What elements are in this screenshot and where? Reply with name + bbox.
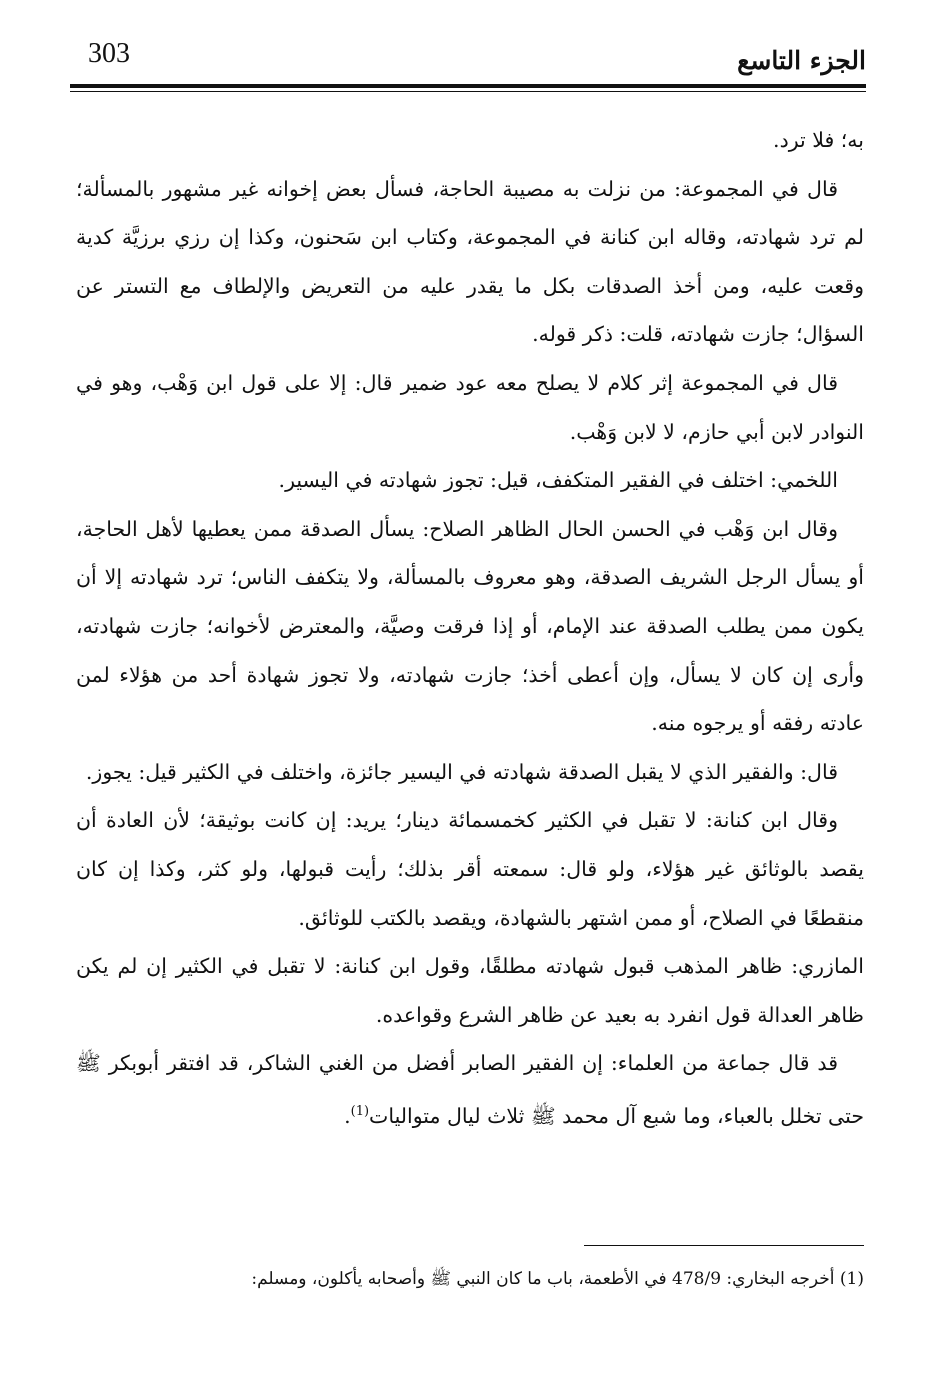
footnote: (1) أخرجه البخاري: 478/9 في الأطعمة، باب ما كان النبي ﷺ وأصحابه يأكلون، ومسلم: <box>251 1269 864 1289</box>
paragraph: اللخمي: اختلف في الفقير المتكفف، قيل: تجوز شهادته في اليسير. <box>278 468 838 493</box>
paragraph: قال: والفقير الذي لا يقبل الصدقة شهادته في اليسير جائزة، واختلف في الكثير قيل: يجوز. <box>85 759 838 784</box>
page-body <box>76 116 864 1140</box>
header-rule-thick <box>70 84 866 88</box>
paragraph-last <box>76 1039 864 1140</box>
footnote-marker: (1) <box>350 1103 370 1119</box>
paragraph: وقال ابن كنانة: لا تقبل في الكثير كخمسمائة دينار؛ يريد: إن كانت بوثيقة؛ لأن العادة أن يقصد بالوثائق غير هؤلاء، ولو قال: سمعته أقر بذلك؛ رأيت قبولها، ولو كثر، وكذا إن كان منقطعًا في الصلاح، أو ممن اشتهر بالشهادة، ويقصد بالكتب للوثائق. <box>76 808 864 930</box>
paragraph: المازري: ظاهر المذهب قبول شهادته مطلقًا، وقول ابن كنانة: لا تقبل في الكثير إن لم يكن ظاهر العدالة قول انفرد به بعيد عن ظاهر الشرع وقواعده. <box>76 954 864 1027</box>
running-title: الجزء التاسع <box>737 46 866 75</box>
footnote-rule <box>584 1245 864 1246</box>
paragraph: وقال ابن وَهْب في الحسن الحال الظاهر الصلاح: يسأل الصدقة ممن يعطيها لأهل الحاجة، أو يسأل الرجل الشريف الصدقة، وهو معروف بالمسألة، ولا يتكفف الناس؛ ترد شهادته إلا أن يكون ممن يطلب الصدقة عند الإمام، أو إذا فرقت وصيَّة، والمعترض لأخوانه؛ جازت شهادته، وأرى إن كان لا يسأل، وإن أعطى أخذ؛ جازت شهادته، ولا تجوز شهادة أحد من هؤلاء لمن عادته رفقه أو يرجوه منه. <box>76 516 864 736</box>
paragraph-text: قد قال جماعة من العلماء: إن الفقير الصابر أفضل من الغني الشاكر، قد افتقر أبوبكر ﷺ حتى تخلل بالعباء، وما شبع آل محمد ﷺ ثلاث ليال متواليات <box>76 1051 864 1128</box>
page-header <box>70 30 866 88</box>
paragraph: قال في المجموعة إثر كلام لا يصلح معه عود ضمير قال: إلا على قول ابن وَهْب، وهو في النوادر لابن أبي حازم، لا لابن وَهْب. <box>76 370 864 444</box>
paragraph-tail: . <box>344 1103 351 1128</box>
page-number: 303 <box>88 38 130 69</box>
paragraph: به؛ فلا ترد. <box>773 128 864 152</box>
header-rule-thin <box>70 91 866 92</box>
paragraph: قال في المجموعة: من نزلت به مصيبة الحاجة، فسأل بعض إخوانه غير مشهور بالمسألة؛ لم ترد شهادته، وقاله ابن كنانة في المجموعة، وكتاب ابن سَحنون، وكذا إن رزي برزيَّة كدية وقعت عليه، ومن أخذ الصدقات بكل ما يقدر عليه من التعريض والإلطاف مع التستر عن السؤال؛ جازت شهادته، قلت: ذكر قوله. <box>76 176 864 347</box>
